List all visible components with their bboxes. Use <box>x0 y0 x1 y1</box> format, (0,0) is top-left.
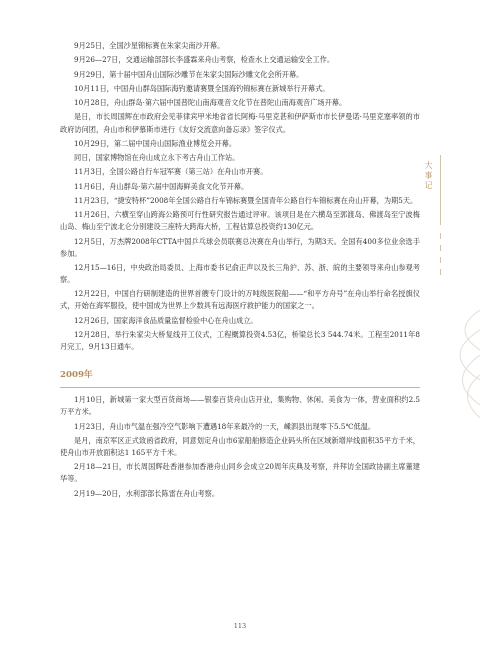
chronicle-entry: 9月29日，第十届中国舟山国际沙雕节在朱家尖国际沙雕文化会所开幕。 <box>74 69 304 79</box>
year-divider <box>60 387 420 388</box>
page-number: 113 <box>233 622 247 630</box>
chronicle-entry: 12月22日，中国自行研制建造的世界首艘专门设计的万吨级医院船——“和平方舟号”在舟山举行命名授旗仪式，开始在海军服役，使中国成为世界上少数具有远海医疗救护能力的国家之一。 <box>60 289 420 311</box>
entries-2009 <box>60 394 420 500</box>
side-title: 大事记 <box>424 161 433 191</box>
chronicle-entry: 1月10日，新城第一家大型百货商场——银泰百货舟山店开业，集购物、休闲、美食为一体，营业面积约2.5万平方米。 <box>60 395 420 417</box>
chronicle-entry: 是日，市长周国辉在市政府会见菲律宾甲米地省省长阿梅·马里克甚和伊萨斯市市长伊曼诺·马里克塞率领的市政府访问团，舟山市和伊慕斯市进行《友好交流意向备忘录》签字仪式。 <box>60 112 420 134</box>
chronicle-body <box>60 40 420 502</box>
side-dash <box>440 233 441 239</box>
decorative-pattern <box>410 300 480 420</box>
entries-2008 <box>60 40 420 353</box>
chronicle-entry: 1月23日，舟山市气温在强冷空气影响下遭遇18年来最冷的一天，嵊泗县出现零下5.5℃低温。 <box>74 421 376 431</box>
side-dash <box>440 269 441 275</box>
chronicle-entry: 12月26日，国家海洋食品质量监督检验中心在舟山成立。 <box>74 315 258 325</box>
chronicle-entry: 2月19—20日，水利部部长陈雷在舟山考察。 <box>74 488 220 498</box>
chronicle-entry: 10月28日，舟山群岛·第六届中国普陀山南海观音文化节在普陀山南海观音广场开幕。 <box>74 98 347 108</box>
chronicle-entry: 同日，国家博物馆在舟山成立永下考古舟山工作站。 <box>74 153 240 163</box>
chronicle-entry: 11月3日，全国公路自行车冠军赛（第三站）在舟山市开赛。 <box>74 167 268 177</box>
chronicle-entry: 2月18—21日，市长周国辉赴香港参加香港舟山同乡会成立20周年庆典及考察，并拜访全国政协副主席董建华等。 <box>60 462 420 484</box>
chronicle-entry: 12月5日，万杰牌2008年CTTA中国乒乓球会员联赛总决赛在舟山举行，为期3天。全国有400多位业余选手参加。 <box>60 236 420 258</box>
chronicle-entry: 12月28日，举行朱家尖大桥复线开工仪式，工程概算投资4.53亿，桥梁总长3 544.74米。工程至2011年8月完工，9月13日通车。 <box>60 329 420 352</box>
side-dash <box>440 245 441 251</box>
year-heading: 2009年 <box>60 370 93 381</box>
chronicle-entry: 是月，南京军区正式致函省政府，同意划定舟山市6家船舶修造企业码头所在区域新增岸线面积35平方千米，使舟山市开放面积达1 165平方千米。 <box>60 435 420 457</box>
chronicle-entry: 11月6日，舟山群岛·第六届中国海鲜美食文化节开幕。 <box>74 181 249 191</box>
chronicle-entry: 10月29日，第二届中国舟山国际渔业博览会开幕。 <box>74 138 237 148</box>
chronicle-entry: 9月25日，全国沙星锦标赛在朱家尖南沙开幕。 <box>74 41 225 50</box>
chronicle-entry: 11月23日，“捷安特杯”2008年全国公路自行车锦标赛暨全国青年公路自行车锦标赛在舟山开幕，为期5天。 <box>74 195 418 205</box>
chronicle-entry: 11月26日，六横至穿山跨海公路预可行性研究报告通过评审。该项目是在六横岛至郭渡岛、佛渡岛至宁波梅山岛、梅山至宁波北仑分别建设三座特大跨海大桥，工程估算总投资约130亿元。 <box>60 210 420 232</box>
chronicle-entry: 9月26—27日，交通运输部部长李盛霖来舟山考察，检查水上交通运输安全工作。 <box>74 55 335 65</box>
side-dash <box>440 257 441 263</box>
side-divider <box>440 155 441 225</box>
chronicle-entry: 10月11日，中国舟山群岛国际海钓邀请赛暨全国海钓锦标赛在新城举行开幕式。 <box>74 83 330 93</box>
chronicle-entry: 12月15—16日，中央政治局委员、上海市委书记俞正声以及长三角沪、苏、浙、皖的主要领导来舟山参观考察。 <box>60 262 420 285</box>
